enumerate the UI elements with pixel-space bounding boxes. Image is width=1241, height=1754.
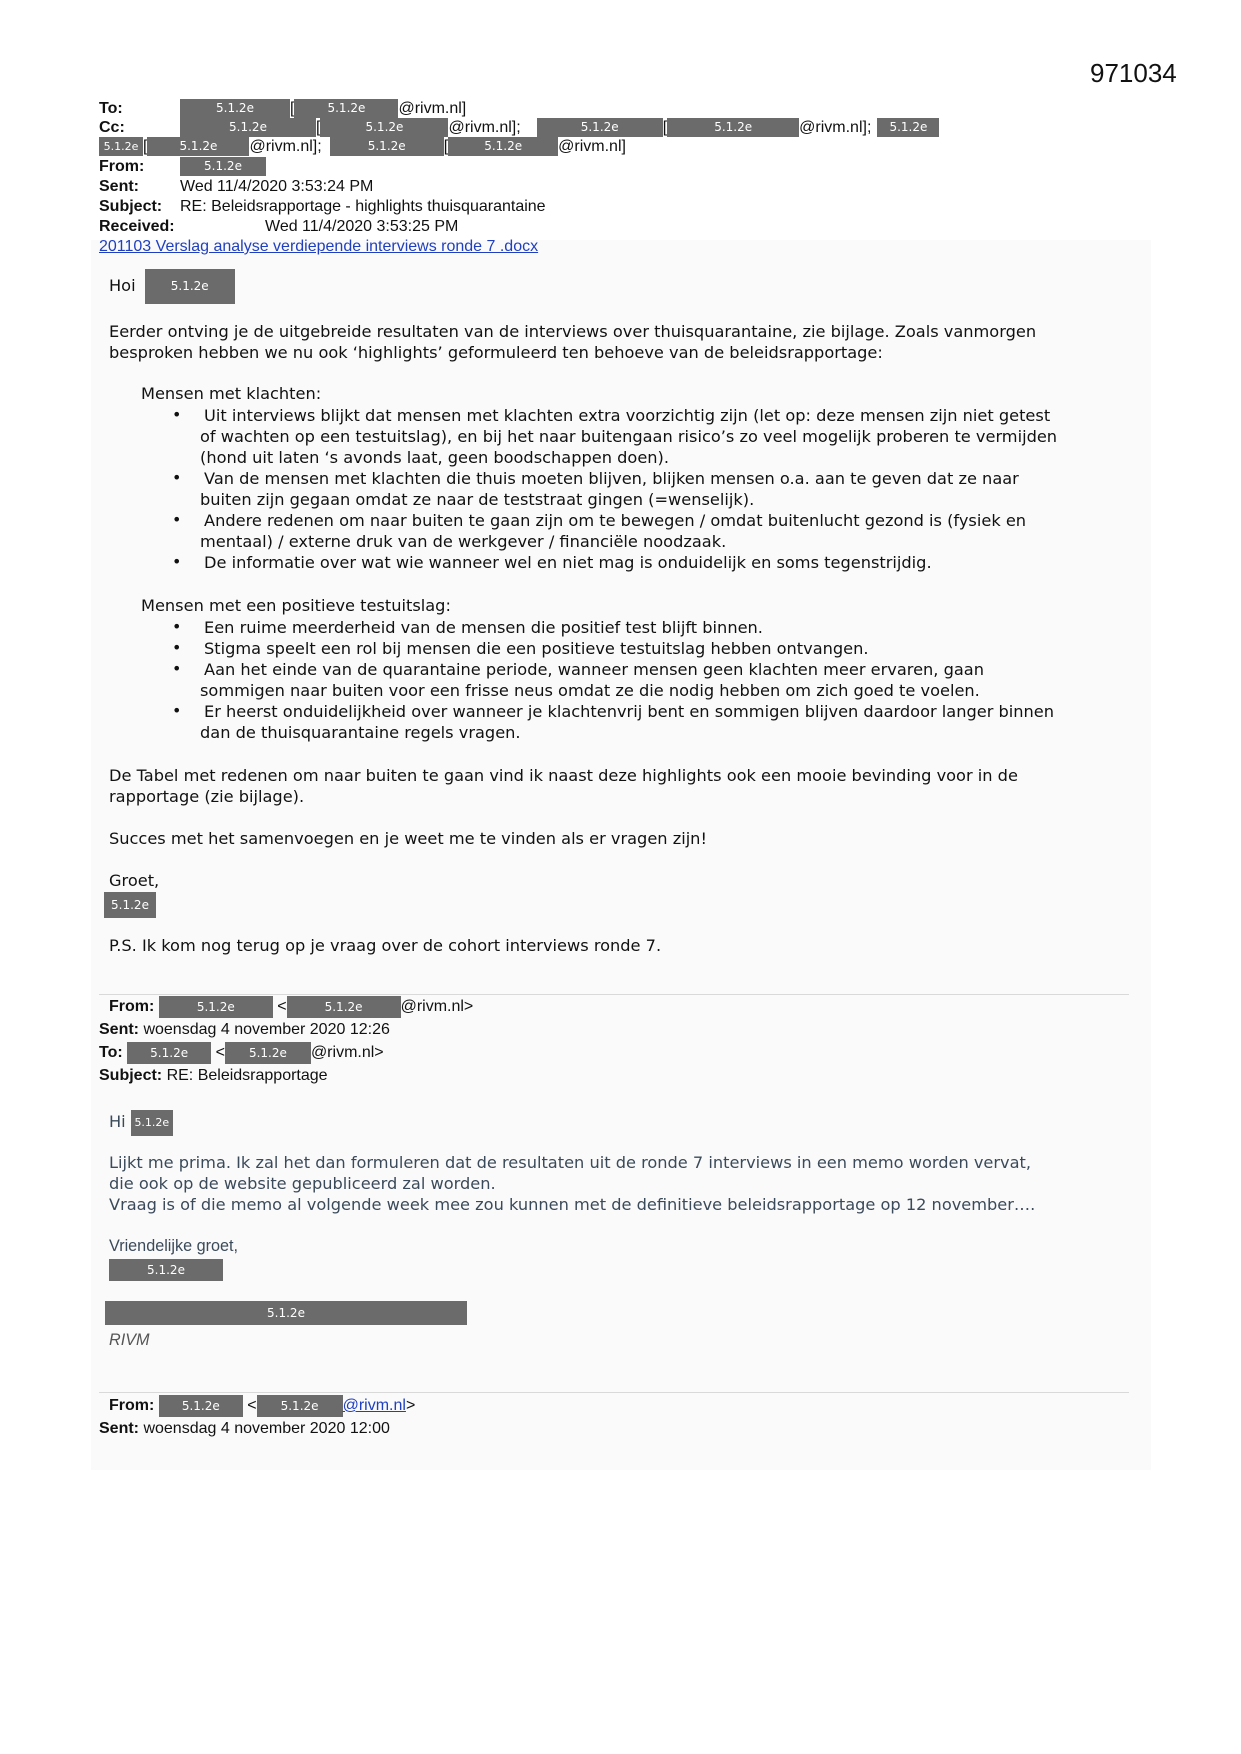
paragraph-line: rapportage (zie bijlage). — [109, 787, 305, 806]
email-domain: @rivm.nl> — [400, 998, 474, 1015]
redaction: 5.1.2e — [127, 1042, 211, 1064]
fw2-sent-line — [99, 1019, 390, 1041]
list-item — [204, 638, 1134, 659]
subject-label: Subject: — [99, 198, 163, 215]
fw3-from-line — [109, 1395, 415, 1417]
redaction: 5.1.2e — [448, 137, 558, 156]
redaction: 5.1.2e — [147, 137, 249, 156]
gt: > — [405, 1397, 416, 1414]
table-paragraph — [109, 765, 1018, 807]
received-label: Received: — [99, 218, 175, 235]
email-domain: @rivm.nl] — [398, 100, 467, 117]
list-item — [200, 510, 1134, 552]
lt: < — [247, 1397, 257, 1414]
cc-line — [99, 118, 939, 138]
list-item-line: buiten zijn gegaan omdat ze naar de teststraat gingen (=wenselijk). — [200, 490, 755, 509]
received-value: Wed 11/4/2020 3:53:25 PM — [265, 218, 459, 235]
greeting-line — [109, 268, 235, 304]
subject-value: RE: Beleidsrapportage — [166, 1067, 328, 1084]
list-item-line: Stigma speelt een rol bij mensen die een positieve testuitslag hebben ontvangen. — [204, 639, 869, 658]
bullet: • — [172, 405, 182, 424]
redaction: 5.1.2e — [537, 118, 663, 137]
body-line: die ook op de website gepubliceerd zal worden. — [109, 1174, 496, 1193]
greeting: Hoi — [109, 276, 136, 295]
ps-line: P.S. Ik kom nog terug op je vraag over de cohort interviews ronde 7. — [109, 936, 662, 955]
list-item — [200, 405, 1134, 468]
to-line — [99, 99, 466, 119]
redaction: 5.1.2e — [294, 99, 398, 118]
bracket: [ — [290, 100, 295, 117]
redaction: 5.1.2e — [667, 118, 799, 137]
fw2-greeting-line — [109, 1108, 173, 1136]
intro-line: Eerder ontving je de uitgebreide resultaten van de interviews over thuisquarantaine, zie bijlage. Zoals vanmorgen — [109, 322, 1037, 341]
redaction: 5.1.2e — [320, 118, 448, 137]
redaction: 5.1.2e — [180, 99, 290, 118]
list-item-line: sommigen naar buiten voor een frisse neus omdat ze die nodig hebben om zich goed te voelen. — [200, 681, 980, 700]
bullet: • — [172, 659, 182, 678]
from-label: From: — [109, 1397, 155, 1414]
redaction: 5.1.2e — [145, 269, 235, 304]
list-item-line: (hond uit laten ‘s avonds laat, geen boodschappen doen). — [200, 448, 669, 467]
list-item-line: mentaal) / externe druk van de werkgever / financiële noodzaak. — [200, 532, 727, 551]
email-domain: @rivm.nl]; — [448, 119, 521, 136]
signature-redaction: 5.1.2e — [105, 1301, 467, 1325]
list-item-line: of wachten op een testuitslag), en bij het naar buitengaan risico’s zo veel mogelijk proberen te vermijden — [200, 427, 1058, 446]
to-label: To: — [99, 1044, 123, 1061]
sent-value: woensdag 4 november 2020 12:26 — [143, 1021, 390, 1038]
fw2-from-line — [109, 996, 473, 1018]
list-item-line: Een ruime meerderheid van de mensen die positief test blijft binnen. — [204, 618, 763, 637]
redaction: 5.1.2e — [877, 118, 939, 137]
subject-value: RE: Beleidsrapportage - highlights thuisquarantaine — [180, 198, 546, 215]
intro-line: besproken hebben we nu ook ‘highlights’ geformuleerd ten behoeve van de beleidsrapportage: — [109, 343, 883, 362]
redaction: 5.1.2e — [330, 137, 444, 156]
bullet: • — [172, 468, 182, 487]
bracket: [ — [316, 119, 321, 136]
attachment-link[interactable]: 201103 Verslag analyse verdiepende interviews ronde 7 .docx — [99, 238, 539, 255]
list-item-line: Aan het einde van de quarantaine periode, wanneer mensen geen klachten meer ervaren, gaan — [204, 660, 984, 679]
sent-value: Wed 11/4/2020 3:53:24 PM — [180, 178, 374, 195]
cc-label: Cc: — [99, 119, 125, 136]
bullet: • — [172, 701, 182, 720]
bracket: [ — [443, 138, 449, 155]
sent-label: Sent: — [99, 1420, 139, 1437]
redaction: 5.1.2e — [99, 137, 143, 156]
bracket: [ — [662, 119, 668, 136]
sent-line — [99, 177, 373, 197]
email-link[interactable]: @rivm.nl — [342, 1397, 406, 1414]
fw2-to-line — [99, 1042, 384, 1064]
success-line: Succes met het samenvoegen en je weet me te vinden als er vragen zijn! — [109, 829, 707, 848]
list-item-line: Er heerst onduidelijkheid over wanneer je klachtenvrij bent en sommigen blijven daardoor langer binnen — [204, 702, 1055, 721]
group2-title: Mensen met een positieve testuitslag: — [141, 596, 451, 615]
from-label: From: — [109, 998, 155, 1015]
bracket: [ — [143, 138, 148, 155]
redaction: 5.1.2e — [257, 1395, 343, 1417]
document-number: 971034 — [1090, 58, 1177, 88]
separator — [99, 994, 1129, 995]
email-domain: @rivm.nl> — [310, 1044, 384, 1061]
email-domain: @rivm.nl]; — [249, 138, 322, 155]
lt: < — [277, 998, 287, 1015]
bullet: • — [172, 552, 182, 571]
email-domain: @rivm.nl]; — [799, 119, 872, 136]
cc-line-2 — [99, 137, 626, 157]
redaction: 5.1.2e — [131, 1110, 173, 1136]
redaction: 5.1.2e — [109, 1259, 223, 1281]
list-item-line: Van de mensen met klachten die thuis moeten blijven, blijken mensen o.a. aan te geven dat ze naar — [204, 469, 1019, 488]
intro — [109, 321, 1036, 363]
bullet: • — [172, 617, 182, 636]
lt: < — [215, 1044, 225, 1061]
bullet: • — [172, 638, 182, 657]
list-item — [204, 617, 1134, 638]
body-line: Lijkt me prima. Ik zal het dan formuleren dat de resultaten uit de ronde 7 interviews in een memo worden vervat, — [109, 1153, 1032, 1172]
group1-title: Mensen met klachten: — [141, 384, 322, 403]
list-item — [204, 552, 1134, 573]
redaction: 5.1.2e — [287, 996, 401, 1018]
closing: Groet, — [109, 871, 160, 890]
separator — [99, 1392, 1129, 1393]
list-item-line: Andere redenen om naar buiten te gaan zijn om te bewegen / omdat buitenlucht gezond is (fysiek en — [204, 511, 1027, 530]
subject-label: Subject: — [99, 1067, 163, 1084]
redaction: 5.1.2e — [159, 996, 273, 1018]
received-line — [99, 217, 458, 237]
list-item — [200, 659, 1134, 701]
list-item — [200, 701, 1134, 743]
list-item — [200, 468, 1134, 510]
from-label: From: — [99, 158, 145, 175]
org-name: RIVM — [109, 1331, 150, 1349]
redaction: 5.1.2e — [180, 157, 266, 176]
sent-value: woensdag 4 november 2020 12:00 — [143, 1420, 390, 1437]
list-item-line: De informatie over wat wie wanneer wel en niet mag is onduidelijk en soms tegenstrijdig. — [204, 553, 932, 572]
paragraph-line: De Tabel met redenen om naar buiten te gaan vind ik naast deze highlights ook een mooie bevinding voor in de — [109, 766, 1018, 785]
list-item-line: dan de thuisquarantaine regels vragen. — [200, 723, 521, 742]
email-domain: @rivm.nl] — [558, 138, 626, 155]
body-line: Vraag is of die memo al volgende week mee zou kunnen met de definitieve beleidsrapportage op 12 november…. — [109, 1195, 1036, 1214]
to-label: To: — [99, 100, 123, 117]
fw2-subject-line — [99, 1065, 328, 1087]
bullet: • — [172, 510, 182, 529]
fw2-body — [109, 1152, 1035, 1215]
subject-line — [99, 197, 546, 217]
sent-label: Sent: — [99, 178, 139, 195]
redaction: 5.1.2e — [104, 892, 156, 918]
redaction: 5.1.2e — [180, 118, 316, 137]
fw2-closing: Vriendelijke groet, — [109, 1237, 238, 1255]
sent-label: Sent: — [99, 1021, 139, 1038]
from-line — [99, 157, 266, 177]
fw3-sent-line — [99, 1418, 390, 1440]
redaction: 5.1.2e — [159, 1395, 243, 1417]
list-item-line: Uit interviews blijkt dat mensen met klachten extra voorzichtig zijn (let op: deze mensen zijn niet getest — [204, 406, 1051, 425]
redaction: 5.1.2e — [225, 1042, 311, 1064]
greeting: Hi — [109, 1112, 126, 1131]
